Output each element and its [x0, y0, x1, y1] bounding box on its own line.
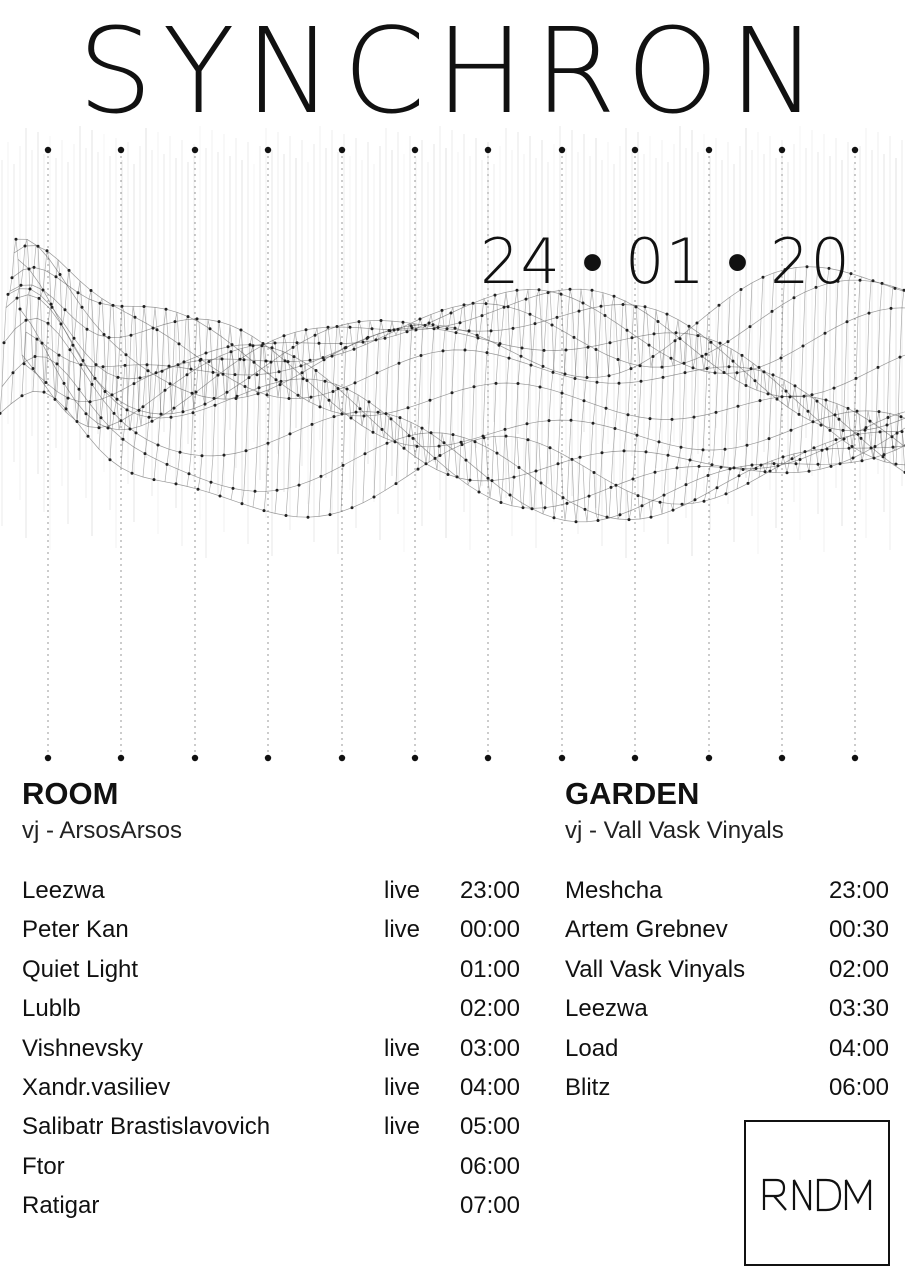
set-time: 02:00 — [459, 995, 520, 1023]
live-tag: live — [384, 1113, 421, 1141]
artist-name: Leezwa — [565, 995, 648, 1023]
artist-name: Salibatr Brastislavovich — [22, 1113, 271, 1141]
lineup-row — [565, 1073, 891, 1112]
set-time: 00:30 — [828, 916, 889, 944]
artist-name: Blitz — [565, 1073, 611, 1101]
rndm-logo-icon — [746, 1122, 888, 1264]
artist-name: Ftor — [22, 1152, 65, 1180]
set-time: 04:00 — [828, 1034, 889, 1062]
lineup-row — [565, 1034, 891, 1073]
rndm-logo — [744, 1120, 890, 1266]
set-time: 23:00 — [828, 877, 889, 904]
set-time: 23:00 — [459, 877, 520, 904]
set-time: 05:00 — [459, 1113, 520, 1141]
lineup-row — [22, 1152, 522, 1191]
room-vj: vj - ArsosArsos — [22, 817, 183, 844]
live-tag: live — [384, 877, 421, 904]
artist-name: Quiet Light — [22, 955, 139, 983]
garden-heading: GARDEN — [565, 776, 700, 811]
waveform-mesh-artwork — [0, 120, 905, 770]
lineup-row — [22, 994, 522, 1033]
lineup-row — [22, 876, 522, 915]
artist-name: Vall Vask Vinyals — [565, 955, 746, 983]
lineup-row — [22, 915, 522, 954]
room-heading: ROOM — [22, 776, 119, 811]
lineup-row — [22, 1112, 522, 1151]
set-time: 00:00 — [459, 916, 520, 944]
live-tag: live — [384, 1073, 421, 1101]
live-tag: live — [384, 1034, 421, 1062]
lineup-row — [565, 994, 891, 1033]
set-time: 07:00 — [459, 1192, 520, 1220]
artist-name: Lublb — [22, 995, 81, 1023]
artist-name: Meshcha — [565, 877, 663, 904]
lineup-row — [565, 915, 891, 954]
artist-name: Vishnevsky — [22, 1034, 143, 1062]
set-time: 02:00 — [828, 955, 889, 983]
lineup-row — [565, 876, 891, 915]
lineup-row — [22, 955, 522, 994]
garden-vj: vj - Vall Vask Vinyals — [565, 817, 784, 844]
artist-name: Ratigar — [22, 1192, 100, 1220]
set-time: 01:00 — [459, 955, 520, 983]
artist-name: Load — [565, 1034, 619, 1062]
event-date: 24 • 01 • 20 — [480, 225, 851, 298]
lineup-row — [22, 1191, 522, 1230]
set-time: 06:00 — [459, 1152, 520, 1180]
garden-lineup — [565, 876, 891, 1112]
set-time: 03:30 — [828, 995, 889, 1023]
artist-name: Peter Kan — [22, 916, 129, 944]
live-tag: live — [384, 916, 421, 944]
artist-name: Xandr.vasiliev — [22, 1073, 171, 1101]
room-lineup — [22, 876, 522, 1231]
artist-name: Leezwa — [22, 877, 105, 904]
lineup-row — [22, 1034, 522, 1073]
lineup-row — [22, 1073, 522, 1112]
artist-name: Artem Grebnev — [565, 916, 728, 944]
poster-title: SYNCHRON — [77, 2, 828, 140]
set-time: 04:00 — [459, 1073, 520, 1101]
set-time: 03:00 — [459, 1034, 520, 1062]
set-time: 06:00 — [828, 1073, 889, 1101]
lineup-row — [565, 955, 891, 994]
